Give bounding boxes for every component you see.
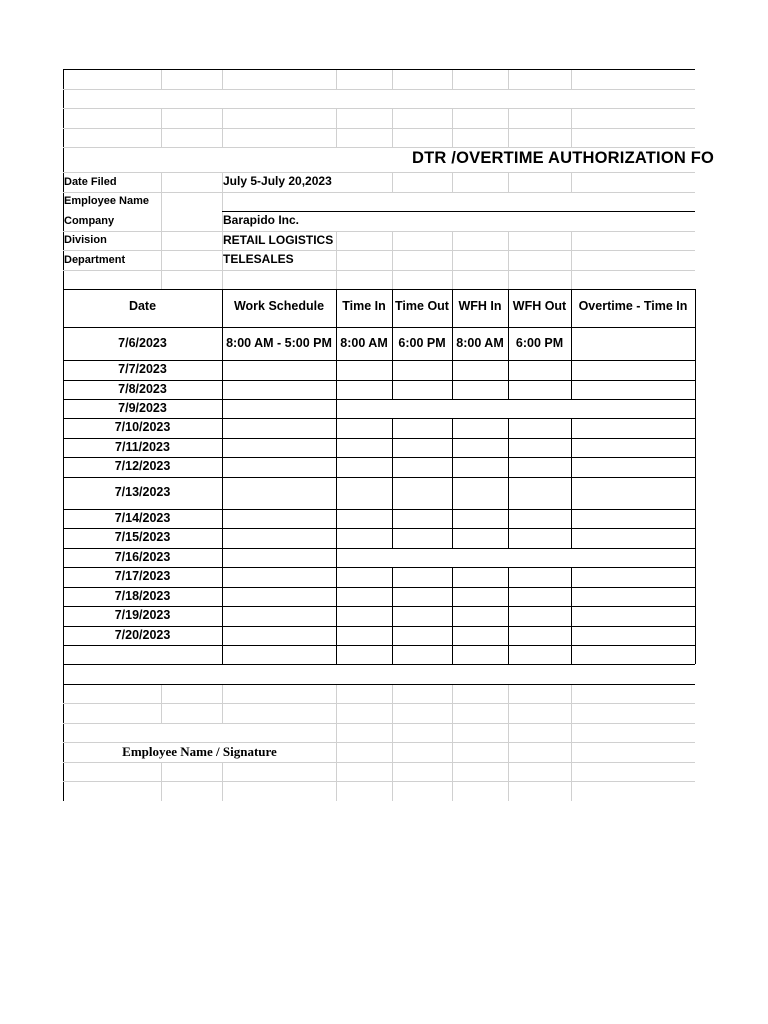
grid-line — [63, 399, 695, 400]
grid-line — [161, 69, 162, 89]
grid-line — [63, 289, 695, 290]
row-date: 7/7/2023 — [118, 362, 167, 376]
division-value[interactable]: RETAIL LOGISTICS — [223, 233, 334, 247]
grid-line — [452, 231, 453, 289]
grid-line — [63, 742, 695, 743]
grid-line — [392, 69, 393, 89]
grid-line — [392, 172, 393, 192]
grid-line — [63, 781, 695, 782]
grid-line — [63, 380, 695, 381]
company-value[interactable]: Barapido Inc. — [223, 213, 300, 227]
row-date: 7/19/2023 — [114, 608, 171, 622]
grid-line — [63, 606, 695, 607]
grid-line — [695, 289, 696, 664]
row-date: 7/10/2023 — [114, 420, 171, 434]
grid-line — [63, 418, 695, 419]
grid-line — [336, 231, 337, 289]
row-date: 7/15/2023 — [114, 530, 171, 544]
employee-name-label: Employee Name — [64, 195, 149, 207]
row-1-time-out[interactable]: 6:00 PM — [398, 336, 446, 350]
grid-line — [452, 567, 453, 664]
grid-line — [508, 567, 509, 664]
grid-line — [571, 69, 572, 89]
grid-line — [336, 69, 337, 89]
row-date: 7/13/2023 — [114, 485, 171, 499]
grid-line — [508, 69, 509, 89]
grid-line — [63, 270, 695, 271]
row-1-wfh-in[interactable]: 8:00 AM — [456, 336, 504, 350]
grid-line — [63, 172, 695, 173]
grid-line — [63, 664, 695, 665]
row-1-wfh-out[interactable]: 6:00 PM — [515, 336, 564, 350]
date-filed-label: Date Filed — [64, 176, 117, 188]
grid-line — [63, 587, 695, 588]
grid-line — [63, 147, 695, 148]
grid-line — [63, 703, 695, 704]
grid-line — [508, 231, 509, 289]
grid-line — [571, 567, 572, 664]
grid-line — [63, 457, 695, 458]
grid-line — [392, 231, 393, 289]
grid-line — [63, 69, 695, 70]
grid-line — [508, 172, 509, 192]
grid-line — [63, 250, 695, 251]
grid-line — [336, 399, 337, 418]
grid-line — [63, 360, 695, 361]
grid-line — [63, 762, 695, 763]
row-date: 7/9/2023 — [118, 401, 167, 415]
grid-line — [571, 172, 572, 192]
grid-line — [63, 192, 695, 193]
grid-line — [63, 645, 695, 646]
signature-label: Employee Name / Signature — [122, 744, 277, 759]
row-1-work-schedule[interactable]: 8:00 AM - 5:00 PM — [226, 336, 332, 350]
header-wfh-out: WFH Out — [512, 299, 567, 313]
department-value[interactable]: TELESALES — [223, 252, 294, 266]
row-date: 7/14/2023 — [114, 511, 171, 525]
row-1-time-in[interactable]: 8:00 AM — [340, 336, 388, 350]
header-time-in: Time In — [342, 299, 386, 313]
row-date: 7/12/2023 — [114, 459, 171, 473]
header-time-out: Time Out — [395, 299, 449, 313]
grid-line — [222, 211, 695, 212]
grid-line — [63, 528, 695, 529]
grid-line — [392, 567, 393, 664]
grid-line — [571, 231, 572, 289]
grid-line — [63, 723, 695, 724]
row-date: 7/6/2023 — [118, 336, 167, 350]
row-date: 7/20/2023 — [114, 628, 171, 642]
company-label: Company — [64, 215, 115, 227]
grid-line — [63, 567, 695, 568]
date-filed-value[interactable]: July 5-July 20,2023 — [223, 174, 332, 188]
grid-line — [63, 89, 695, 90]
grid-line — [63, 548, 695, 549]
grid-line — [63, 108, 695, 109]
grid-line — [452, 172, 453, 192]
row-date: 7/17/2023 — [114, 569, 171, 583]
grid-line — [63, 509, 695, 510]
grid-line — [63, 128, 695, 129]
grid-line — [222, 69, 223, 89]
header-date: Date — [128, 299, 157, 313]
header-wfh-in: WFH In — [458, 299, 502, 313]
division-label: Division — [64, 234, 107, 246]
header-overtime-time-in: Overtime - Time In — [578, 299, 688, 313]
row-date: 7/18/2023 — [114, 589, 171, 603]
grid-line — [63, 477, 695, 478]
department-label: Department — [64, 254, 126, 266]
form-title: DTR /OVERTIME AUTHORIZATION FO — [412, 149, 715, 167]
row-date: 7/11/2023 — [115, 440, 170, 454]
grid-line — [63, 438, 695, 439]
grid-line — [63, 684, 695, 685]
grid-line — [336, 548, 337, 567]
header-work-schedule: Work Schedule — [233, 299, 325, 313]
grid-line — [63, 327, 695, 328]
grid-line — [336, 567, 337, 664]
row-date: 7/16/2023 — [114, 550, 171, 564]
row-date: 7/8/2023 — [118, 382, 167, 396]
grid-line — [63, 231, 695, 232]
grid-line — [452, 69, 453, 89]
grid-line — [63, 626, 695, 627]
